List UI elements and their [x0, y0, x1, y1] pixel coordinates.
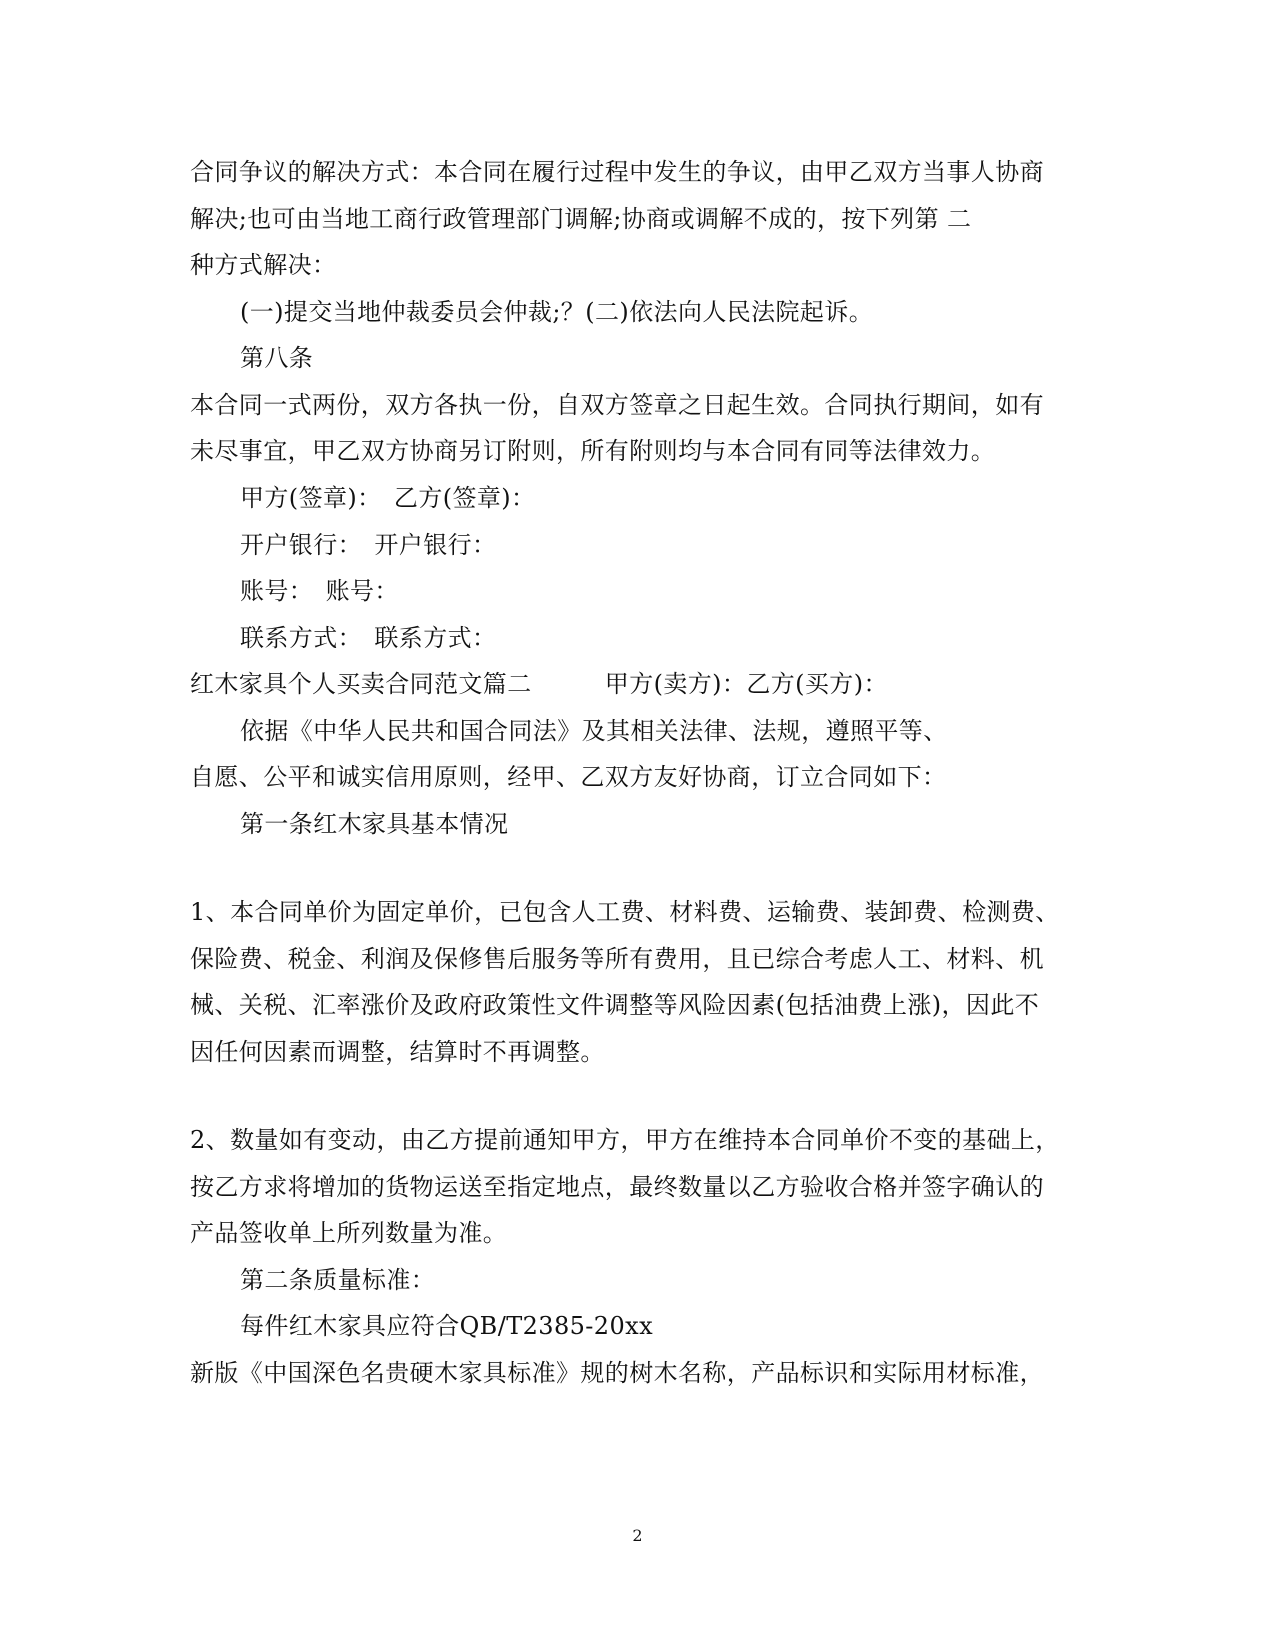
paragraph-line: 因任何因素而调整，结算时不再调整。	[190, 1038, 605, 1066]
bank-line: 开户银行： 开户银行：	[240, 531, 497, 559]
section-heading: 第二条质量标准：	[240, 1266, 436, 1294]
paragraph-line: 未尽事宜，甲乙双方协商另订附则，所有附则均与本合同有同等法律效力。	[190, 437, 996, 465]
paragraph-line: 新版《中国深色名贵硬木家具标准》规的树木名称，产品标识和实际用材标准，	[190, 1359, 1044, 1387]
paragraph-line: 依据《中华人民共和国合同法》及其相关法律、法规，遵照平等、	[240, 717, 948, 745]
paragraph-line: 1、本合同单价为固定单价，已包含人工费、材料费、运输费、装卸费、检测费、	[190, 898, 1060, 926]
contact-line: 联系方式： 联系方式：	[240, 624, 497, 652]
paragraph-line: 产品签收单上所列数量为准。	[190, 1219, 508, 1247]
account-line: 账号： 账号：	[240, 577, 399, 605]
paragraph-line: 解决;也可由当地工商行政管理部门调解;协商或调解不成的，按下列第 二	[190, 205, 972, 233]
paragraph-line: 每件红木家具应符合QB/T2385-20xx	[240, 1312, 654, 1340]
page-number: 2	[632, 1526, 643, 1545]
paragraph-line: 2、数量如有变动，由乙方提前通知甲方，甲方在维持本合同单价不变的基础上，	[190, 1126, 1060, 1154]
paragraph-line: 本合同一式两份，双方各执一份，自双方签章之日起生效。合同执行期间，如有	[190, 391, 1044, 419]
paragraph-line: 自愿、公平和诚实信用原则，经甲、乙双方友好协商，订立合同如下：	[190, 763, 947, 791]
paragraph-line: 械、关税、汇率涨价及政府政策性文件调整等风险因素(包括油费上涨)，因此不	[190, 991, 1040, 1019]
paragraph-line: 保险费、税金、利润及保修售后服务等所有费用，且已综合考虑人工、材料、机	[190, 945, 1044, 973]
contract-title-line: 红木家具个人买卖合同范文篇二 甲方(卖方)：乙方(买方)：	[190, 670, 888, 698]
paragraph-line: 种方式解决：	[190, 251, 337, 279]
paragraph-line: 合同争议的解决方式：本合同在履行过程中发生的争议，由甲乙双方当事人协商	[190, 158, 1044, 186]
section-heading: 第八条	[240, 344, 314, 372]
signature-line: 甲方(签章)： 乙方(签章)：	[240, 484, 536, 512]
section-heading: 第一条红木家具基本情况	[240, 810, 509, 838]
paragraph-line: 按乙方求将增加的货物运送至指定地点，最终数量以乙方验收合格并签字确认的	[190, 1173, 1044, 1201]
paragraph-line: (一)提交当地仲裁委员会仲裁;？(二)依法向人民法院起诉。	[240, 298, 874, 326]
